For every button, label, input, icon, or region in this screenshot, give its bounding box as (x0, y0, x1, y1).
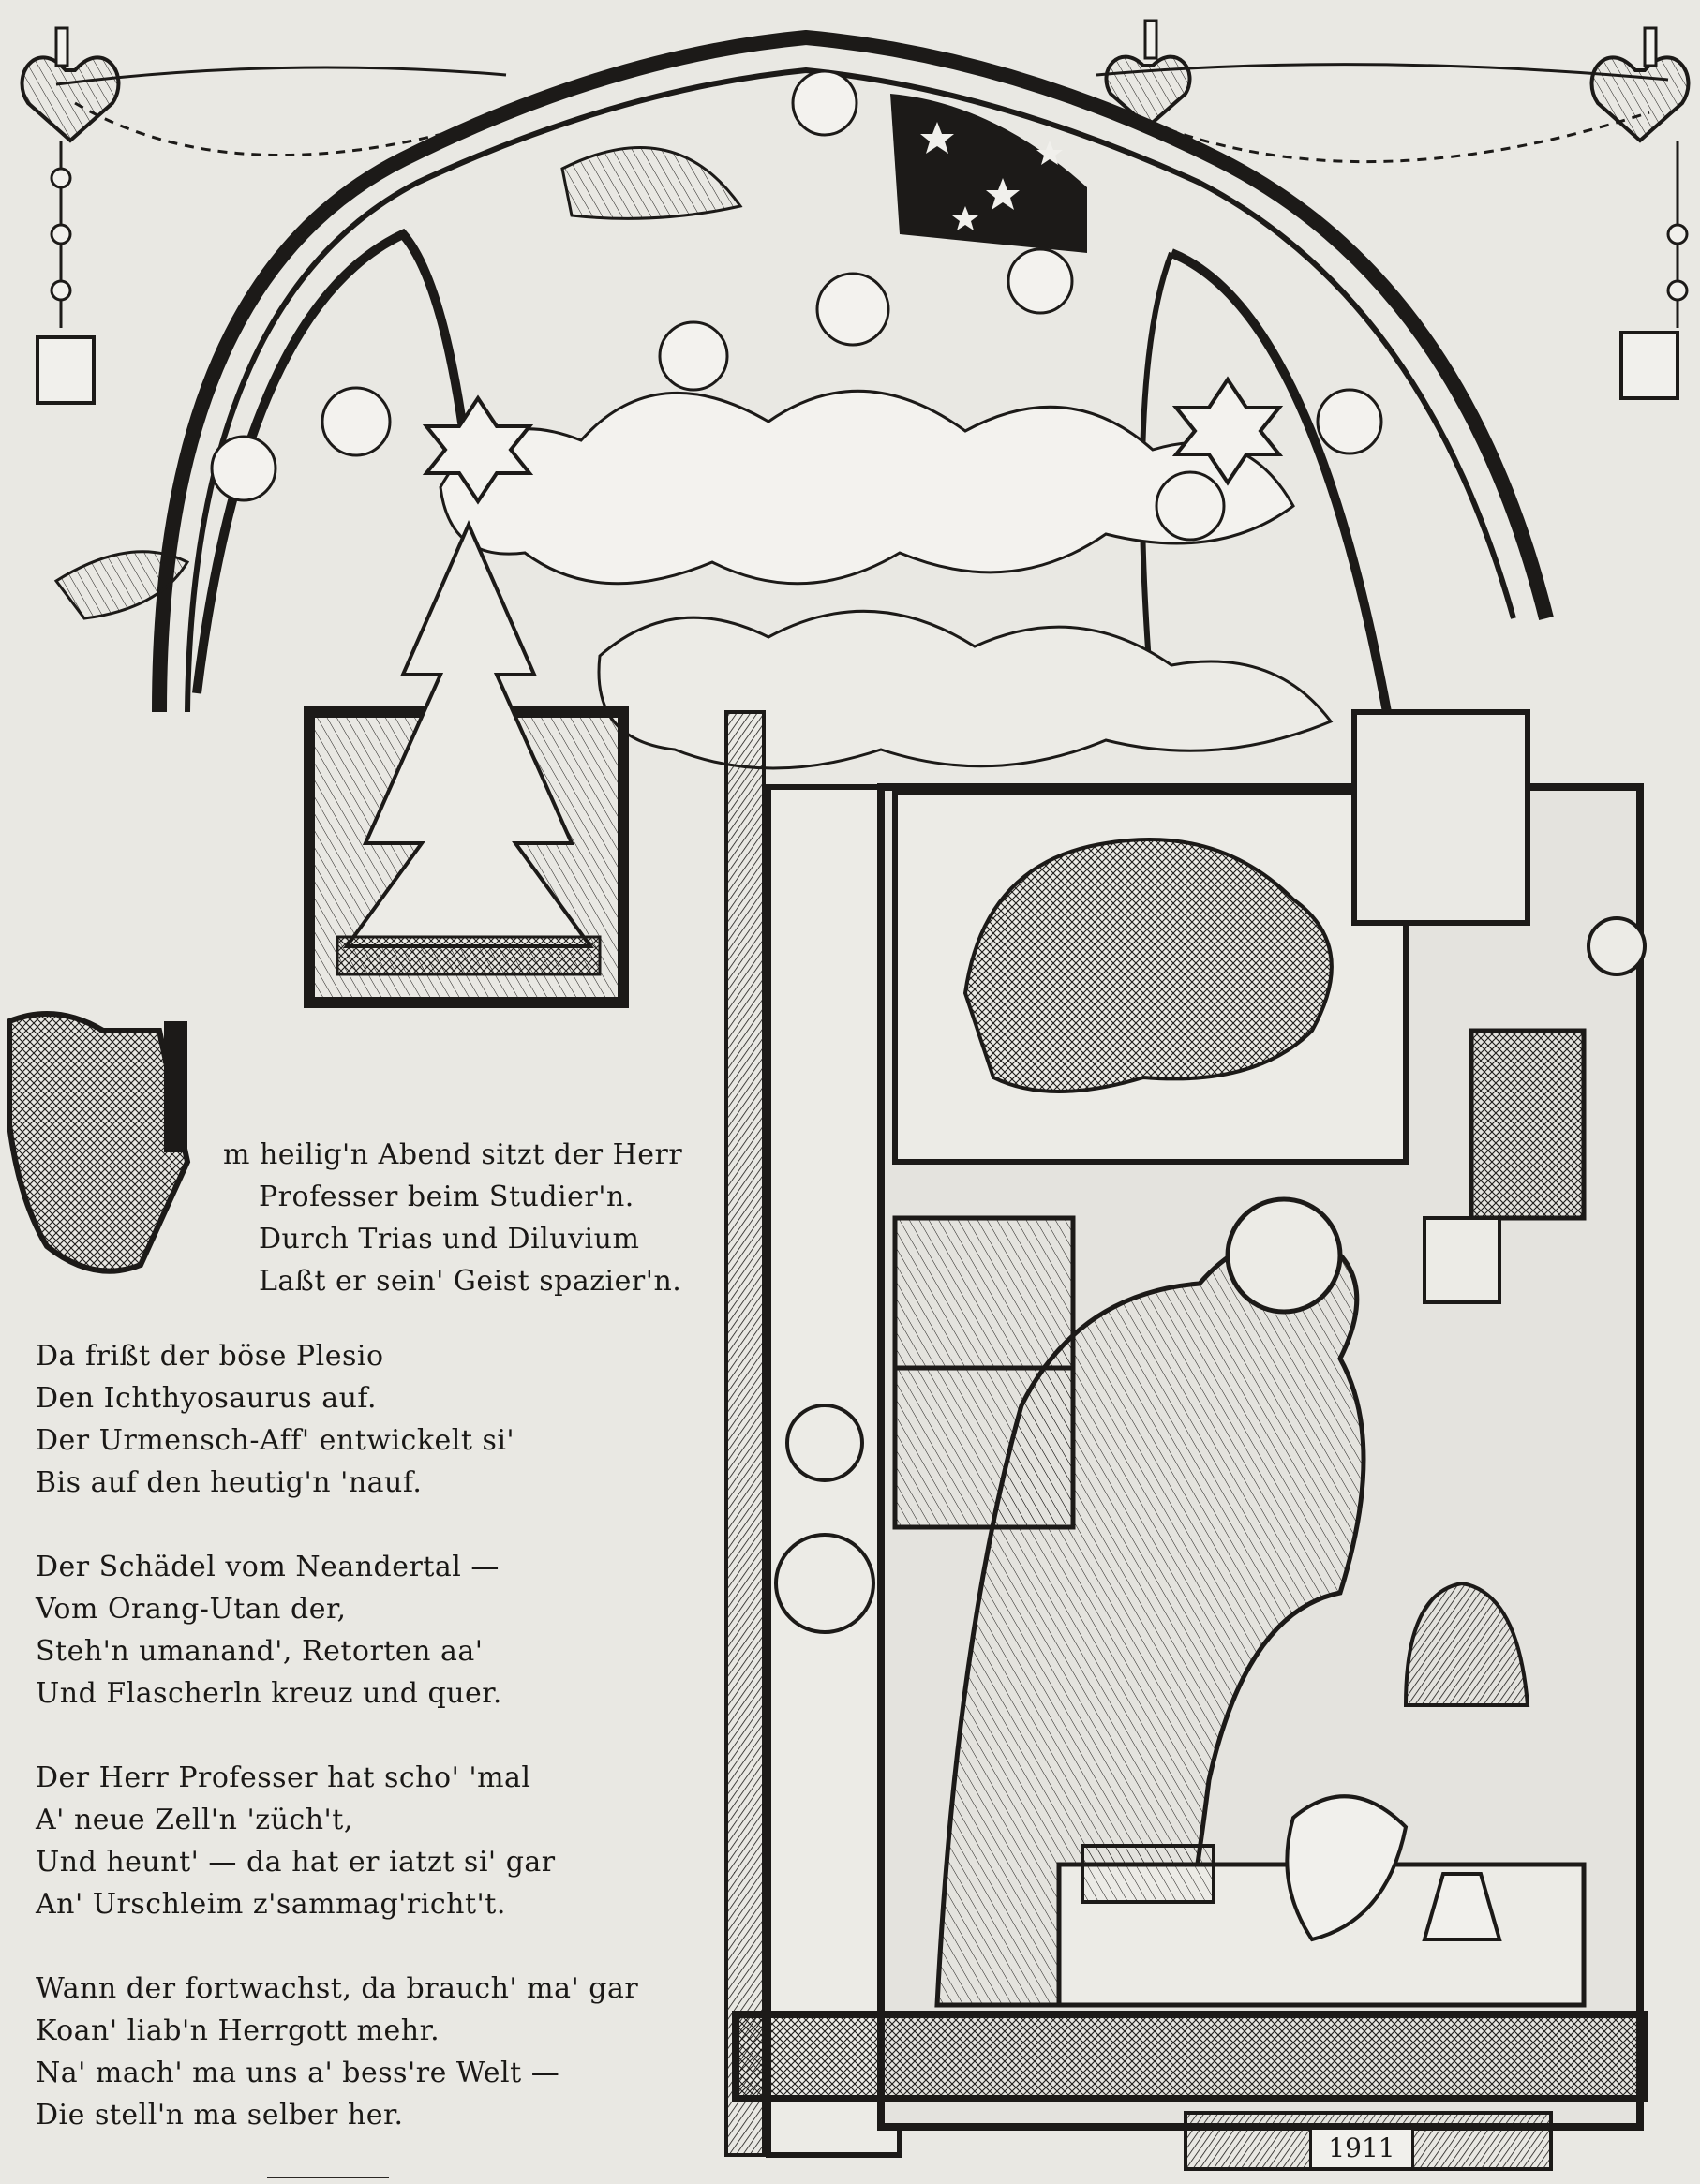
poem-line: Den Ichthyosaurus auf. (36, 1382, 377, 1415)
poem-line: Und Flascherln kreuz und quer. (36, 1677, 502, 1710)
poem-line: Der Urmensch-Aff' entwickelt si' (36, 1424, 515, 1457)
poem-body (36, 1335, 692, 2178)
poem-line: Durch Trias und Diluvium (259, 1223, 640, 1255)
christmas-tree-panel (309, 525, 623, 1003)
poem-line: Koan' liab'n Herrgott mehr. (36, 2014, 440, 2047)
poem-line: Der Herr Professer hat scho' 'mal (36, 1761, 531, 1794)
poem-line: Die stell'n ma selber her. (36, 2099, 404, 2132)
poem-stanza (36, 1335, 692, 1504)
poem-line: Wann der fortwachst, da brauch' ma' gar (36, 1972, 639, 2005)
decorative-initial (9, 1014, 187, 1271)
poem-line: Bis auf den heutig'n 'nauf. (36, 1466, 423, 1499)
poem-first-stanza (223, 1134, 682, 1302)
right-gingerbread-heart (1106, 21, 1688, 141)
poem-line: Na' mach' ma uns a' bess're Welt — (36, 2057, 560, 2089)
poem-stanza (36, 1757, 692, 1925)
poem-line: An' Urschleim z'sammag'richt't. (36, 1888, 506, 1921)
poem-stanza (36, 1546, 692, 1715)
poem-line: Da frißt der böse Plesio (36, 1340, 384, 1373)
poem-stanza (36, 1968, 692, 2136)
poem-line: Steh'n umanand', Retorten aa' (36, 1635, 484, 1668)
left-gingerbread-heart (22, 28, 119, 141)
poem-line: Laßt er sein' Geist spazier'n. (259, 1265, 682, 1298)
laboratory-scene (726, 712, 1645, 2169)
poem-line: A' neue Zell'n 'züch't, (36, 1804, 353, 1836)
poem-line: Professer beim Studier'n. (259, 1181, 634, 1213)
end-rule (267, 2177, 389, 2178)
poem-line: Vom Orang-Utan der, (36, 1593, 347, 1626)
poem-line: m heilig'n Abend sitzt der Herr (223, 1138, 683, 1171)
starry-sky (890, 94, 1087, 253)
year-plate: 1911 (1309, 2127, 1414, 2170)
poem-line: Und heunt' — da hat er iatzt si' gar (36, 1846, 556, 1879)
poem-line: Der Schädel vom Neandertal — (36, 1551, 500, 1583)
